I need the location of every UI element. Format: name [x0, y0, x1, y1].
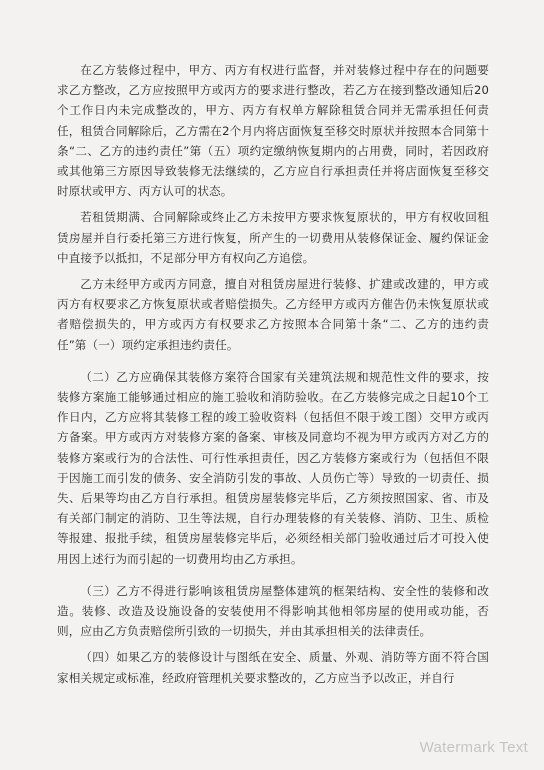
paragraph-supervision: 在乙方装修过程中，甲方、丙方有权进行监督，并对装修过程中存在的问题要求乙方整改，乙方应按照甲方或丙方的要求进行整改，若乙方在接到整改通知后20个工作日内未完成整改的，甲方、丙方有权单方解除租赁合同并无需承担任何责任，租赁合同解除后，乙方需在2个月内将店面恢复至移交时原状并按照本合同第十条“二、乙方的违约责任”第（五）项约定缴纳恢复期内的占用费，同时，若因政府或其他第三方原因导致装修无法继续的，乙方应自行承担责任并将店面恢复至移交时原状或甲方、丙方认可的状态。 [57, 63, 489, 199]
paragraph-clause-4: （四）如果乙方的装修设计与图纸在安全、质量、外观、消防等方面不符合国家相关规定或标准，经政府管理机关要求整改的，乙方应当予以改正，并自行 [57, 650, 489, 685]
watermark-text: Watermark Text [419, 739, 528, 756]
paragraph-unauthorized-renovation: 乙方未经甲方或丙方同意，擅自对租赁房屋进行装修、扩建或改建的，甲方或丙方有权要求乙方恢复原状或者赔偿损失。乙方经甲方或丙方催告仍未恢复原状或者赔偿损失的，甲方或丙方有权要求乙方按照本合同第十条“二、乙方的违约责任”第（一）项约定承担违约责任。 [57, 277, 489, 352]
paragraph-clause-3: （三）乙方不得进行影响该租赁房屋整体建筑的框架结构、安全性的装修和改造。装修、改造及设施设备的安装使用不得影响其他相邻房屋的使用或功能，否则，应由乙方负责赔偿所引致的一切损失，并由其承担相关的法律责任。 [57, 583, 489, 639]
paragraph-clause-2: （二）乙方应确保其装修方案符合国家有关建筑法规和规范性文件的要求，按装修方案施工能够通过相应的施工验收和消防验收。在乙方装修完成之日起10个工作日内，乙方应将其装修工程的竣工验收资料（包括但不限于竣工图）交甲方或丙方备案。甲方或丙方对装修方案的备案、审核及同意均不视为甲方或丙方对乙方的装修方案或行为的合法性、可行性承担责任，因乙方装修方案或行为（包括但不限于因施工而引发的债务、安全消防引发的事故、人员伤亡等）导致的一切责任、损失、后果等均由乙方自行承担。租赁房屋装修完毕后，乙方须按照国家、省、市及有关部门制定的消防、卫生等法规，自行办理装修的有关装修、消防、卫生、质检等报建、报批手续，租赁房屋装修完毕后，必须经相关部门验收通过后才可投入使用因上述行为而引起的一切费用均由乙方承担。 [57, 369, 489, 566]
paragraph-restoration: 若租赁期满、合同解除或终止乙方未按甲方要求恢复原状的，甲方有权收回租赁房屋并自行委托第三方进行恢复，所产生的一切费用从装修保证金、履约保证金中直接予以抵扣，不足部分甲方有权向乙方追偿。 [57, 210, 489, 265]
document-body [57, 60, 489, 691]
